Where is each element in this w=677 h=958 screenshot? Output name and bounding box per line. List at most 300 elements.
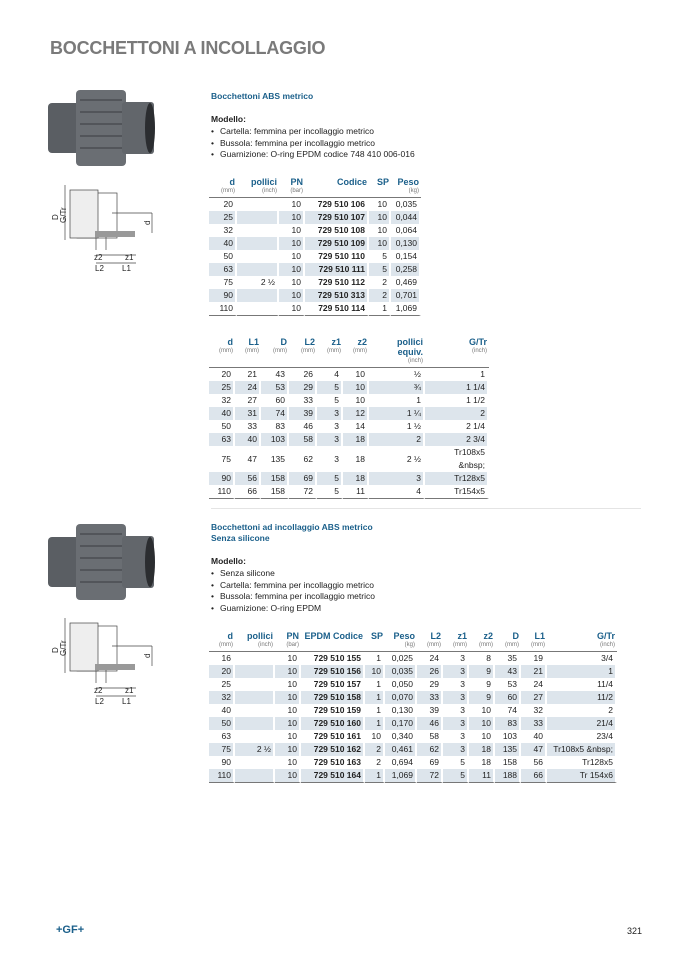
table-cell: 2 3/4 (425, 433, 489, 446)
section-title: Bocchettoni ABS metrico (211, 91, 314, 101)
table-cell: 0,154 (391, 250, 421, 263)
column-unit: (mm) (479, 642, 493, 648)
table-cell: 33 (235, 420, 261, 433)
table-cell: 1 (365, 691, 385, 704)
table-cell: 62 (417, 743, 443, 756)
table-cell (235, 652, 275, 665)
table-cell: 10 (275, 743, 301, 756)
table-row (209, 302, 421, 316)
column-unit: (mm) (505, 642, 519, 648)
table-cell: 60 (495, 691, 521, 704)
gf-logo: +GF+ (56, 924, 85, 936)
column-unit: (inch) (261, 188, 277, 194)
table-header-row (209, 177, 421, 198)
column-label: z2 (357, 337, 367, 347)
table-cell: 2 (369, 433, 425, 446)
column-label: L1 (248, 337, 259, 347)
table-cell: 24 (521, 678, 547, 691)
table-cell (237, 302, 279, 316)
table-cell: 72 (417, 769, 443, 783)
table-cell: 2 (547, 704, 617, 717)
label-d: d (143, 220, 152, 225)
table-cell: 4 (369, 485, 425, 499)
table-cell: 1 (425, 368, 489, 381)
table-cell: 10 (279, 211, 305, 224)
column-header (365, 631, 385, 652)
table-row (209, 769, 617, 783)
table-row (209, 691, 617, 704)
table-cell: 11/4 (547, 678, 617, 691)
table-cell: 63 (209, 433, 235, 446)
column-header (495, 631, 521, 652)
column-unit: (kg) (404, 642, 415, 648)
table-cell: 0,694 (385, 756, 417, 769)
table-cell: 90 (209, 756, 235, 769)
table-cell: Tr 154x6 (547, 769, 617, 783)
column-header (209, 631, 235, 652)
table-cell: 66 (235, 485, 261, 499)
table-cell: 5 (317, 485, 343, 499)
table-cell: Tr108x5 &nbsp; (547, 743, 617, 756)
table-cell: 3 (443, 730, 469, 743)
table-cell: 158 (495, 756, 521, 769)
product-code: 729 510 163 (301, 756, 365, 769)
table-cell: 2 ½ (369, 446, 425, 472)
table-cell: 2 ½ (237, 276, 279, 289)
table-cell: 2 (365, 743, 385, 756)
table-row (209, 198, 421, 211)
list-item: • Guarnizione: O-ring EPDM codice 748 410 006-016 (211, 149, 415, 161)
label-z2: z2 (94, 686, 103, 695)
column-label: L1 (534, 631, 545, 641)
product-code: 729 510 156 (301, 665, 365, 678)
column-unit: (mm) (531, 642, 545, 648)
column-label: pollici (246, 631, 273, 641)
column-header (279, 177, 305, 198)
table-cell: 18 (343, 433, 369, 446)
table-cell: 10 (279, 263, 305, 276)
column-unit: (mm) (219, 642, 233, 648)
table-cell: 46 (417, 717, 443, 730)
list-item: • Guarnizione: O-ring EPDM (211, 603, 375, 615)
table-row (209, 730, 617, 743)
table-cell: 158 (261, 485, 289, 499)
column-header (469, 631, 495, 652)
label-z1: z1 (125, 253, 134, 262)
column-label: SP (370, 631, 383, 641)
table-cell: 1 (369, 394, 425, 407)
table-cell: 10 (275, 691, 301, 704)
table-cell: 66 (521, 769, 547, 783)
table-cell: 0,050 (385, 678, 417, 691)
table-cell: 0,701 (391, 289, 421, 302)
label-L2: L2 (95, 697, 104, 706)
table-cell (237, 211, 279, 224)
table-cell: 62 (289, 446, 317, 472)
column-unit: (kg) (408, 188, 419, 194)
table-cell: 58 (289, 433, 317, 446)
section-title: Bocchettoni ad incollaggio ABS metrico (211, 522, 373, 532)
table-cell: 40 (209, 704, 235, 717)
table-cell: 5 (317, 381, 343, 394)
table-cell: 25 (209, 381, 235, 394)
table-cell: 11 (343, 485, 369, 499)
table-cell: 3 (443, 691, 469, 704)
table-cell: 53 (495, 678, 521, 691)
table-cell: 43 (261, 368, 289, 381)
table-row (209, 704, 617, 717)
table-cell: 10 (469, 704, 495, 717)
table-cell: 10 (275, 665, 301, 678)
column-unit: (mm) (327, 348, 341, 354)
table-cell (237, 237, 279, 250)
column-label: D (280, 337, 287, 347)
column-header (443, 631, 469, 652)
codes-table-1 (209, 177, 421, 316)
table-cell: 3 (443, 704, 469, 717)
table-cell: 72 (289, 485, 317, 499)
table-row (209, 407, 489, 420)
table-row (209, 717, 617, 730)
table-cell: 32 (521, 704, 547, 717)
column-label: PN (290, 177, 303, 187)
product-code: 729 510 106 (305, 198, 369, 211)
column-label: L2 (430, 631, 441, 641)
table-cell: 21/4 (547, 717, 617, 730)
label-d: d (143, 653, 152, 658)
table-row (209, 678, 617, 691)
table-cell: 27 (521, 691, 547, 704)
column-header (391, 177, 421, 198)
table-cell: 10 (343, 394, 369, 407)
column-header (305, 177, 369, 198)
table-cell: 103 (261, 433, 289, 446)
table-cell: 9 (469, 665, 495, 678)
table-cell: 1 (369, 302, 391, 316)
section-abs-metrico (211, 91, 415, 161)
table-cell: 0,130 (385, 704, 417, 717)
table-cell: 3 (317, 420, 343, 433)
table-cell: 74 (261, 407, 289, 420)
table-cell: Tr154x5 (425, 485, 489, 499)
table-cell: 5 (443, 769, 469, 783)
table-row (209, 743, 617, 756)
table-cell (237, 224, 279, 237)
column-label: Peso (397, 177, 419, 187)
table-cell: Tr108x5 &nbsp; (425, 446, 489, 472)
table-cell: 1 (365, 704, 385, 717)
table-cell: 23/4 (547, 730, 617, 743)
column-header (425, 337, 489, 368)
product-code: 729 510 157 (301, 678, 365, 691)
table-cell: 11 (469, 769, 495, 783)
table-header-row (209, 631, 617, 652)
table-cell (235, 717, 275, 730)
column-label: pollici (250, 177, 277, 187)
table-cell: 53 (261, 381, 289, 394)
table-cell (235, 769, 275, 783)
table-cell: 5 (369, 250, 391, 263)
column-header (547, 631, 617, 652)
table-row (209, 289, 421, 302)
product-code: 729 510 114 (305, 302, 369, 316)
table-cell: 10 (279, 302, 305, 316)
table-cell: 2 (425, 407, 489, 420)
column-label: d (229, 177, 235, 187)
table-cell: 10 (275, 704, 301, 717)
column-label: Codice (336, 177, 367, 187)
table-cell: 27 (235, 394, 261, 407)
column-label: G/Tr (596, 631, 615, 641)
table-cell: 3 (317, 446, 343, 472)
table-cell: 10 (275, 769, 301, 783)
table-cell: 5 (443, 756, 469, 769)
table-cell: 56 (235, 472, 261, 485)
table-cell: 40 (209, 237, 237, 250)
column-unit: (inch) (407, 358, 423, 364)
table-cell: 10 (369, 224, 391, 237)
table-cell: Tr128x5 (547, 756, 617, 769)
column-unit: (mm) (221, 188, 235, 194)
product-code: 729 510 162 (301, 743, 365, 756)
column-label: D (512, 631, 519, 641)
column-label: d (227, 631, 233, 641)
list-item: • Bussola: femmina per incollaggio metrico (211, 591, 375, 603)
table-cell: 2 (365, 756, 385, 769)
table-cell: 83 (495, 717, 521, 730)
table-cell: Tr128x5 (425, 472, 489, 485)
table-cell (237, 250, 279, 263)
table-cell: 39 (417, 704, 443, 717)
table-header-row (209, 337, 489, 368)
table-cell: 40 (235, 433, 261, 446)
table-cell: 3 (443, 678, 469, 691)
table-cell: 10 (279, 250, 305, 263)
table-cell: ¾ (369, 381, 425, 394)
table-cell: 10 (279, 224, 305, 237)
table-cell: 10 (275, 717, 301, 730)
product-code: 729 510 161 (301, 730, 365, 743)
column-label: L2 (304, 337, 315, 347)
table-cell: 14 (343, 420, 369, 433)
table-row (209, 368, 489, 381)
dimensions-table-1 (209, 337, 489, 499)
column-header (317, 337, 343, 368)
table-cell: 43 (495, 665, 521, 678)
section-senza-silicone (211, 522, 375, 614)
table-cell: 18 (469, 756, 495, 769)
table-cell: 50 (209, 250, 237, 263)
table-cell: 1,069 (391, 302, 421, 316)
table-cell: 24 (417, 652, 443, 665)
column-unit: (mm) (353, 348, 367, 354)
table-cell: 29 (417, 678, 443, 691)
product-code: 729 510 159 (301, 704, 365, 717)
column-header (261, 337, 289, 368)
column-header (385, 631, 417, 652)
table-cell: 75 (209, 276, 237, 289)
table-cell: 188 (495, 769, 521, 783)
section-subtitle: Senza silicone (211, 533, 270, 543)
table-cell: 10 (279, 289, 305, 302)
table-cell: 60 (261, 394, 289, 407)
table-row (209, 485, 489, 499)
table-cell: 40 (209, 407, 235, 420)
table-cell: 110 (209, 769, 235, 783)
product-code: 729 510 313 (305, 289, 369, 302)
column-unit: (bar) (290, 188, 303, 194)
table-cell: 0,130 (391, 237, 421, 250)
table-cell: 90 (209, 289, 237, 302)
table-cell (235, 730, 275, 743)
column-label: z1 (331, 337, 341, 347)
column-label: G/Tr (468, 337, 487, 347)
column-header (209, 337, 235, 368)
table-row (209, 381, 489, 394)
table-cell: 0,461 (385, 743, 417, 756)
table-cell: 35 (495, 652, 521, 665)
table-cell: 10 (369, 237, 391, 250)
product-code: 729 510 111 (305, 263, 369, 276)
table-cell: 10 (275, 756, 301, 769)
table-cell: 0,064 (391, 224, 421, 237)
table-cell: 33 (521, 717, 547, 730)
table-cell: 2 ½ (235, 743, 275, 756)
table-cell: 0,044 (391, 211, 421, 224)
table-cell: 5 (317, 394, 343, 407)
product-photo-union-2 (48, 522, 158, 602)
table-row (209, 446, 489, 472)
label-G-Tr: G/Tr (59, 640, 68, 656)
modello-label: Modello: (211, 556, 246, 566)
table-cell: 2 (369, 276, 391, 289)
table-cell (237, 198, 279, 211)
table-row (209, 420, 489, 433)
column-header (235, 631, 275, 652)
table-cell: 110 (209, 485, 235, 499)
table-row (209, 237, 421, 250)
table-row (209, 756, 617, 769)
table-cell: 32 (209, 394, 235, 407)
product-code: 729 510 109 (305, 237, 369, 250)
column-label: EPDM Codice (304, 631, 363, 641)
table-cell: 47 (521, 743, 547, 756)
column-header (237, 177, 279, 198)
product-code: 729 510 164 (301, 769, 365, 783)
table-cell: 33 (417, 691, 443, 704)
table-cell: 63 (209, 730, 235, 743)
label-D: D (51, 647, 60, 653)
column-unit: (mm) (273, 348, 287, 354)
table-cell: 40 (521, 730, 547, 743)
table-cell: 9 (469, 691, 495, 704)
column-unit: (bar) (286, 642, 299, 648)
page-title: BOCCHETTONI A INCOLLAGGIO (50, 38, 326, 58)
table-cell: 1 (365, 717, 385, 730)
table-cell: 135 (261, 446, 289, 472)
table-cell (235, 704, 275, 717)
list-item: • Cartella: femmina per incollaggio metrico (211, 126, 415, 138)
table-cell: 9 (469, 678, 495, 691)
table-cell: 0,469 (391, 276, 421, 289)
table-cell: 0,070 (385, 691, 417, 704)
column-header (235, 337, 261, 368)
table-cell: 4 (317, 368, 343, 381)
table-cell: 47 (235, 446, 261, 472)
table-cell: 31 (235, 407, 261, 420)
table-cell: ½ (369, 368, 425, 381)
table-cell: 1,069 (385, 769, 417, 783)
list-item: • Cartella: femmina per incollaggio metrico (211, 580, 375, 592)
table-cell: 3 (443, 652, 469, 665)
product-code: 729 510 107 (305, 211, 369, 224)
table-cell: 18 (469, 743, 495, 756)
table-cell: 135 (495, 743, 521, 756)
table-cell: 39 (289, 407, 317, 420)
table-cell: 0,170 (385, 717, 417, 730)
modello-list (211, 568, 375, 614)
column-label: z2 (483, 631, 493, 641)
table-cell: 10 (343, 368, 369, 381)
table-cell: 10 (275, 678, 301, 691)
table-cell: 75 (209, 446, 235, 472)
product-code: 729 510 160 (301, 717, 365, 730)
column-header (521, 631, 547, 652)
product-code: 729 510 158 (301, 691, 365, 704)
column-label: z1 (457, 631, 467, 641)
table-cell: 1 (365, 652, 385, 665)
table-cell: 2 1/4 (425, 420, 489, 433)
label-L1: L1 (122, 697, 131, 706)
table-cell: 26 (417, 665, 443, 678)
column-label: Peso (393, 631, 415, 641)
table-cell: 50 (209, 717, 235, 730)
column-unit: (mm) (245, 348, 259, 354)
table-cell: 3 (443, 717, 469, 730)
column-header (369, 177, 391, 198)
column-label: PN (286, 631, 299, 641)
column-unit: (inch) (257, 642, 273, 648)
table-cell: 10 (279, 198, 305, 211)
table-cell: 25 (209, 211, 237, 224)
table-row (209, 211, 421, 224)
column-header (301, 631, 365, 652)
table-cell: 18 (343, 472, 369, 485)
table-cell: 0,035 (391, 198, 421, 211)
table-cell: 20 (209, 368, 235, 381)
table-cell (235, 665, 275, 678)
table-cell: 10 (469, 730, 495, 743)
technical-drawing-1 (50, 185, 200, 280)
table-cell: 29 (289, 381, 317, 394)
table-cell (235, 691, 275, 704)
column-label: d (227, 337, 233, 347)
table-cell: 3/4 (547, 652, 617, 665)
modello-label: Modello: (211, 114, 246, 124)
table-cell: 18 (343, 446, 369, 472)
column-unit: (mm) (427, 642, 441, 648)
list-item: • Senza silicone (211, 568, 375, 580)
table-cell: 10 (365, 730, 385, 743)
label-L2: L2 (95, 264, 104, 273)
table-cell: 1 ½ (369, 420, 425, 433)
column-header (209, 177, 237, 198)
table-cell: 10 (365, 665, 385, 678)
product-photo-union (48, 88, 158, 168)
codes-table-2 (209, 631, 617, 783)
table-cell: 1 (547, 665, 617, 678)
table-cell: 16 (209, 652, 235, 665)
